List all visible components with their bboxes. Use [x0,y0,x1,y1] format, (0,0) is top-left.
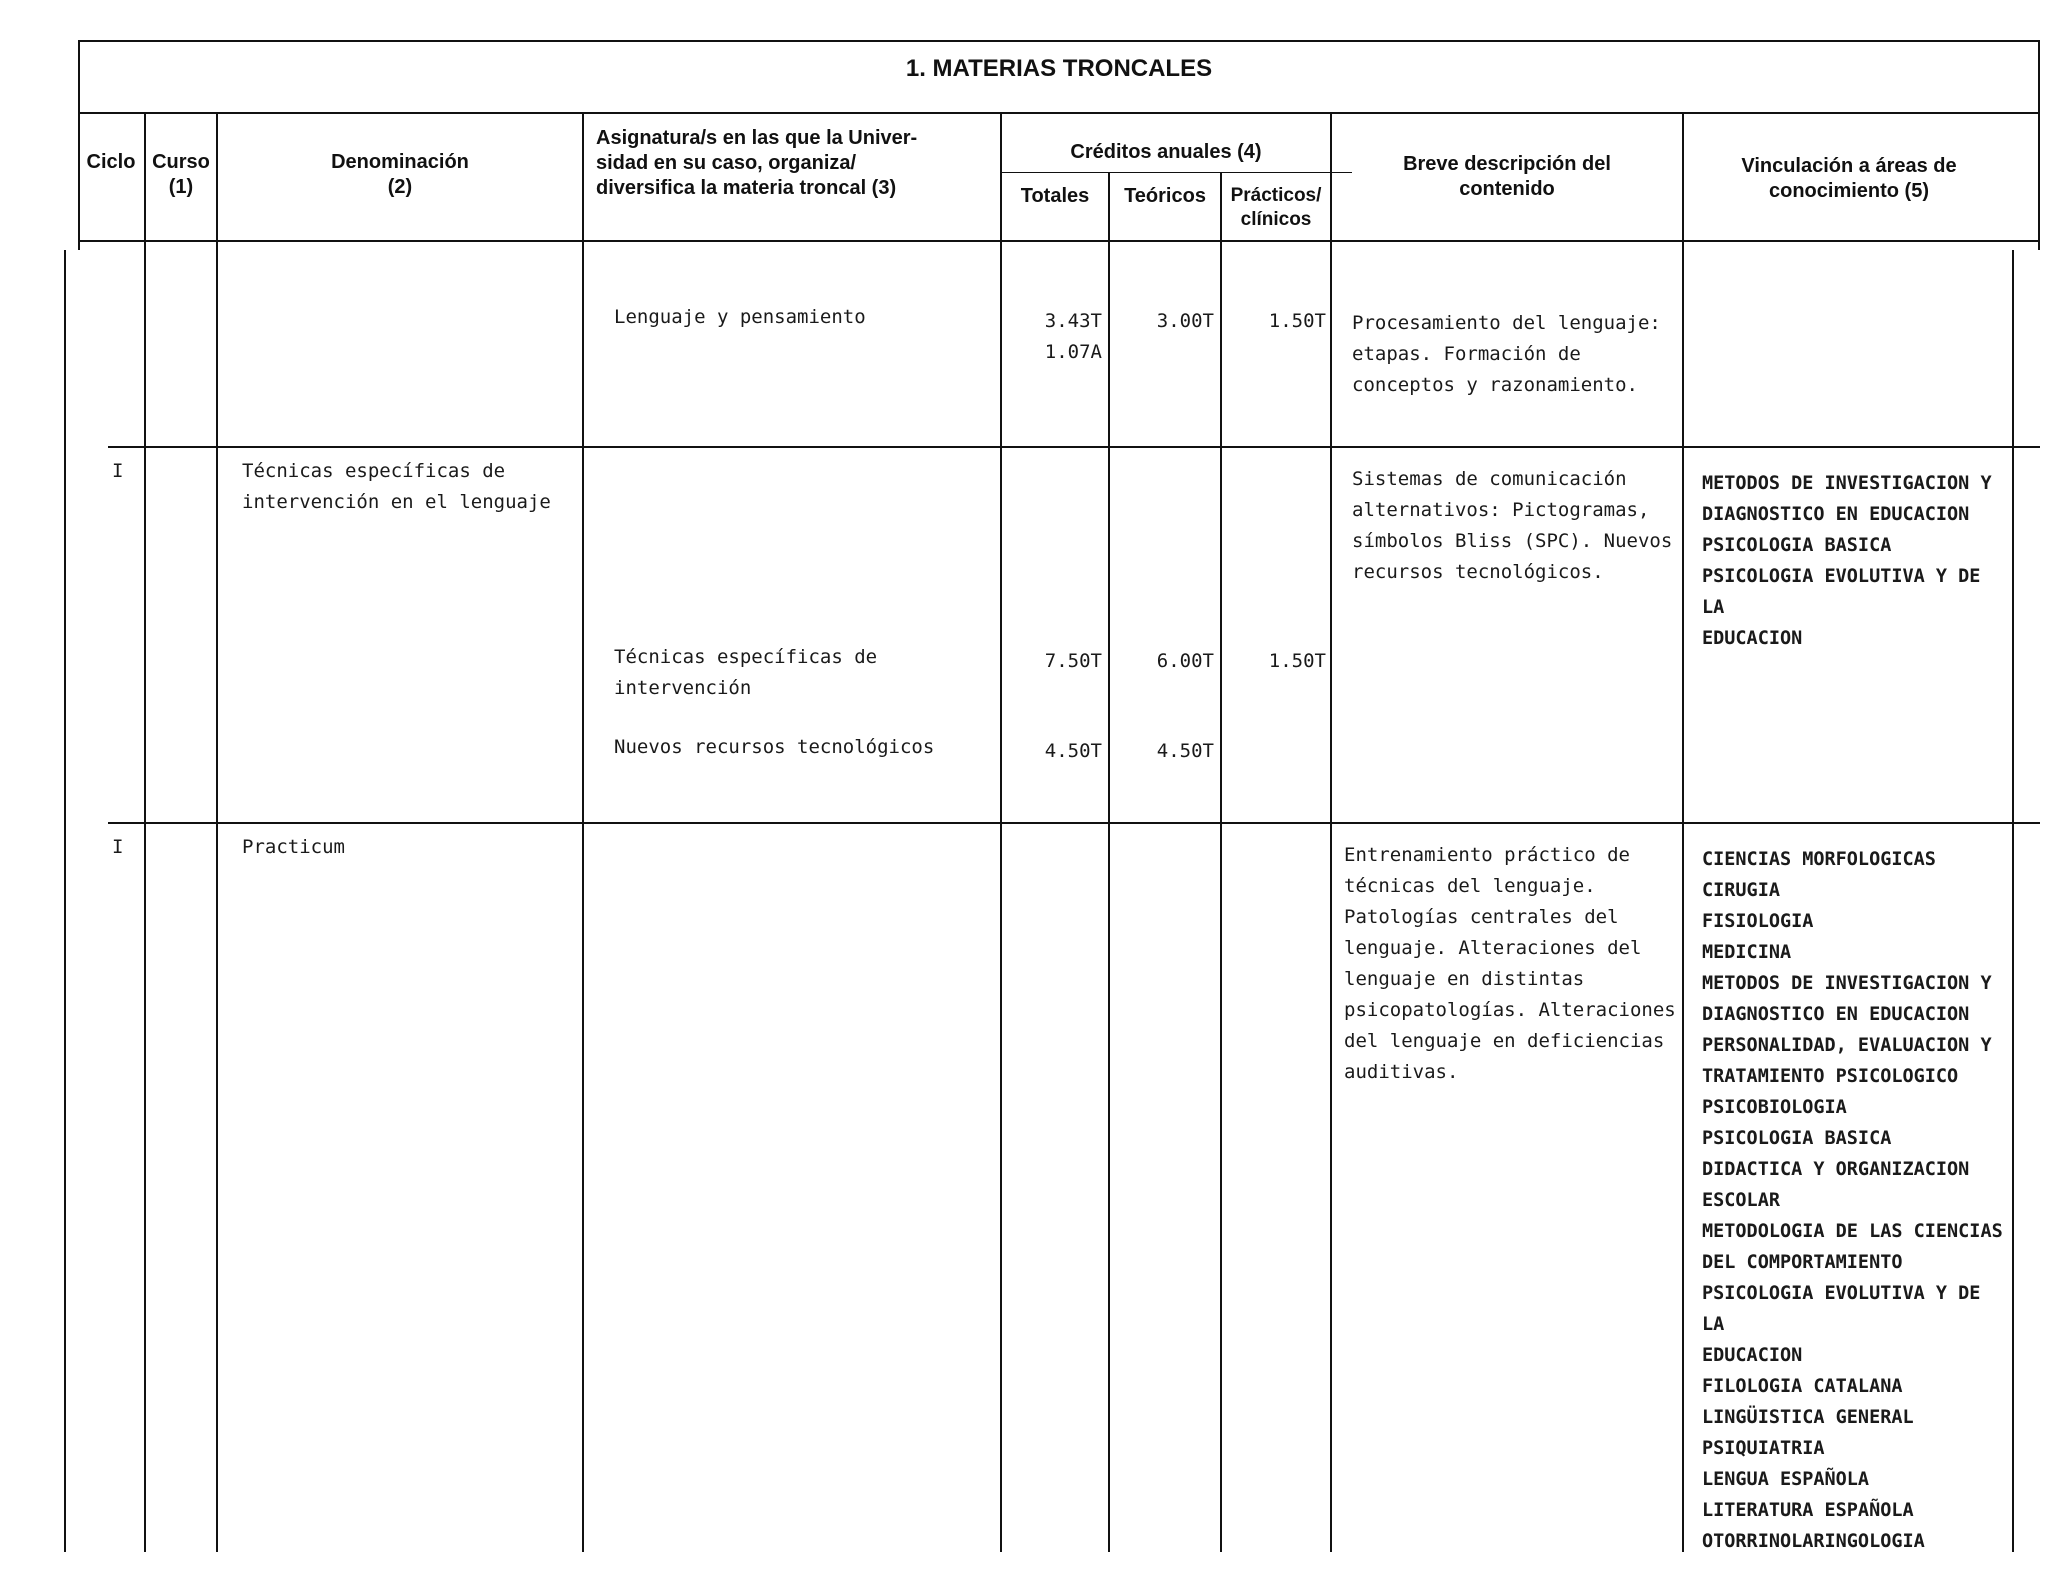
header-denominacion: Denominación (2) [331,151,469,198]
ciclo-tecnicas: I [112,460,124,482]
creditos-subheader-rule [1002,172,1352,173]
denominacion-tecnicas: Técnicas específicas de intervención en el lenguaje [242,460,551,513]
title-bottom-rule [78,112,2040,114]
totales-nuevos-recursos: 4.50T [1044,740,1102,762]
col-rule-denominacion [582,112,584,1552]
descripcion-lenguaje: Procesamiento del lenguaje: etapas. Formación de conceptos y razonamiento. [1352,312,1661,396]
totales-lenguaje: 3.43T 1.07A [1044,310,1102,363]
right-border-lower [2012,250,2014,1552]
col-rule-curso [216,112,218,1552]
table-title: 1. MATERIAS TRONCALES [905,55,1213,82]
denominacion-practicum: Practicum [242,836,345,858]
ciclo-practicum: I [112,836,124,858]
left-border-lower [64,250,66,1552]
descripcion-practicum: Entrenamiento práctico de técnicas del lenguaje. Patologías centrales del lenguaje. Alteraciones del lenguaje en distintas psicopatologías. Alteraciones del lenguaje en deficiencias auditivas. [1344,844,1676,1083]
totales-tecnicas-intervencion: 7.50T [1044,650,1102,672]
row-divider-2 [108,822,2040,824]
header-practicos: Prácticos/ clínicos [1230,185,1322,230]
materias-troncales-table [78,40,2040,1552]
header-ciclo: Ciclo [86,151,136,173]
col-rule-descripcion [1682,112,1684,1552]
practicos-tecnicas-intervencion: 1.50T [1268,650,1326,672]
descripcion-tecnicas: Sistemas de comunicación alternativos: Pictogramas, símbolos Bliss (SPC). Nuevos recursos tecnológicos. [1352,468,1673,583]
header-curso: Curso (1) [152,151,210,198]
asignatura-tecnicas-intervencion: Técnicas específicas de intervención [614,646,878,699]
header-teoricos: Teóricos [1124,185,1206,207]
table-top-border [78,40,2040,42]
header-creditos-anuales: Créditos anuales (4) [1070,141,1262,163]
header-descripcion: Breve descripción del contenido [1403,153,1611,200]
practicos-lenguaje: 1.50T [1268,310,1326,332]
col-rule-ciclo [144,112,146,1552]
header-bottom-rule [78,240,2040,242]
col-rule-totales [1108,172,1110,1552]
header-asignaturas: Asignatura/s en las que la Univer- sidad en su caso, organiza/ diversifica la materia troncal (3) [596,127,918,199]
asignatura-nuevos-recursos: Nuevos recursos tecnológicos [614,736,935,758]
areas-tecnicas: METODOS DE INVESTIGACION Y DIAGNOSTICO EN EDUCACION PSICOLOGIA BASICA PSICOLOGIA EVOLUTIVA Y DE LA EDUCACION [1702,473,1992,649]
teoricos-nuevos-recursos: 4.50T [1156,740,1214,762]
teoricos-lenguaje: 3.00T [1156,310,1214,332]
header-vinculacion: Vinculación a áreas de conocimiento (5) [1741,155,1957,202]
asignatura-lenguaje-pensamiento: Lenguaje y pensamiento [614,306,866,328]
row-divider-1 [108,446,2040,448]
col-rule-practicos [1330,112,1332,1552]
areas-practicum: CIENCIAS MORFOLOGICAS CIRUGIA FISIOLOGIA MEDICINA METODOS DE INVESTIGACION Y DIAGNOSTICO EN EDUCACION PERSONALIDAD, EVALUACION Y TRATAMIENTO PSICOLOGICO PSICOBIOLOGIA PSICOLOGIA BASICA DIDACTICA Y ORGANIZACION ESCOLAR METODOLOGIA DE LAS CIENCIAS DEL COMPORTAMIENTO PSICOLOGIA EVOLUTIVA Y DE LA EDUCACION FILOLOGIA CATALANA LINGÜISTICA GENERAL PSIQUIATRIA LENGUA ESPAÑOLA LITERATURA ESPAÑOLA OTORRINOLARINGOLOGIA [1702,849,2003,1552]
header-totales: Totales [1020,185,1090,207]
col-rule-teoricos [1220,172,1222,1552]
teoricos-tecnicas-intervencion: 6.00T [1156,650,1214,672]
